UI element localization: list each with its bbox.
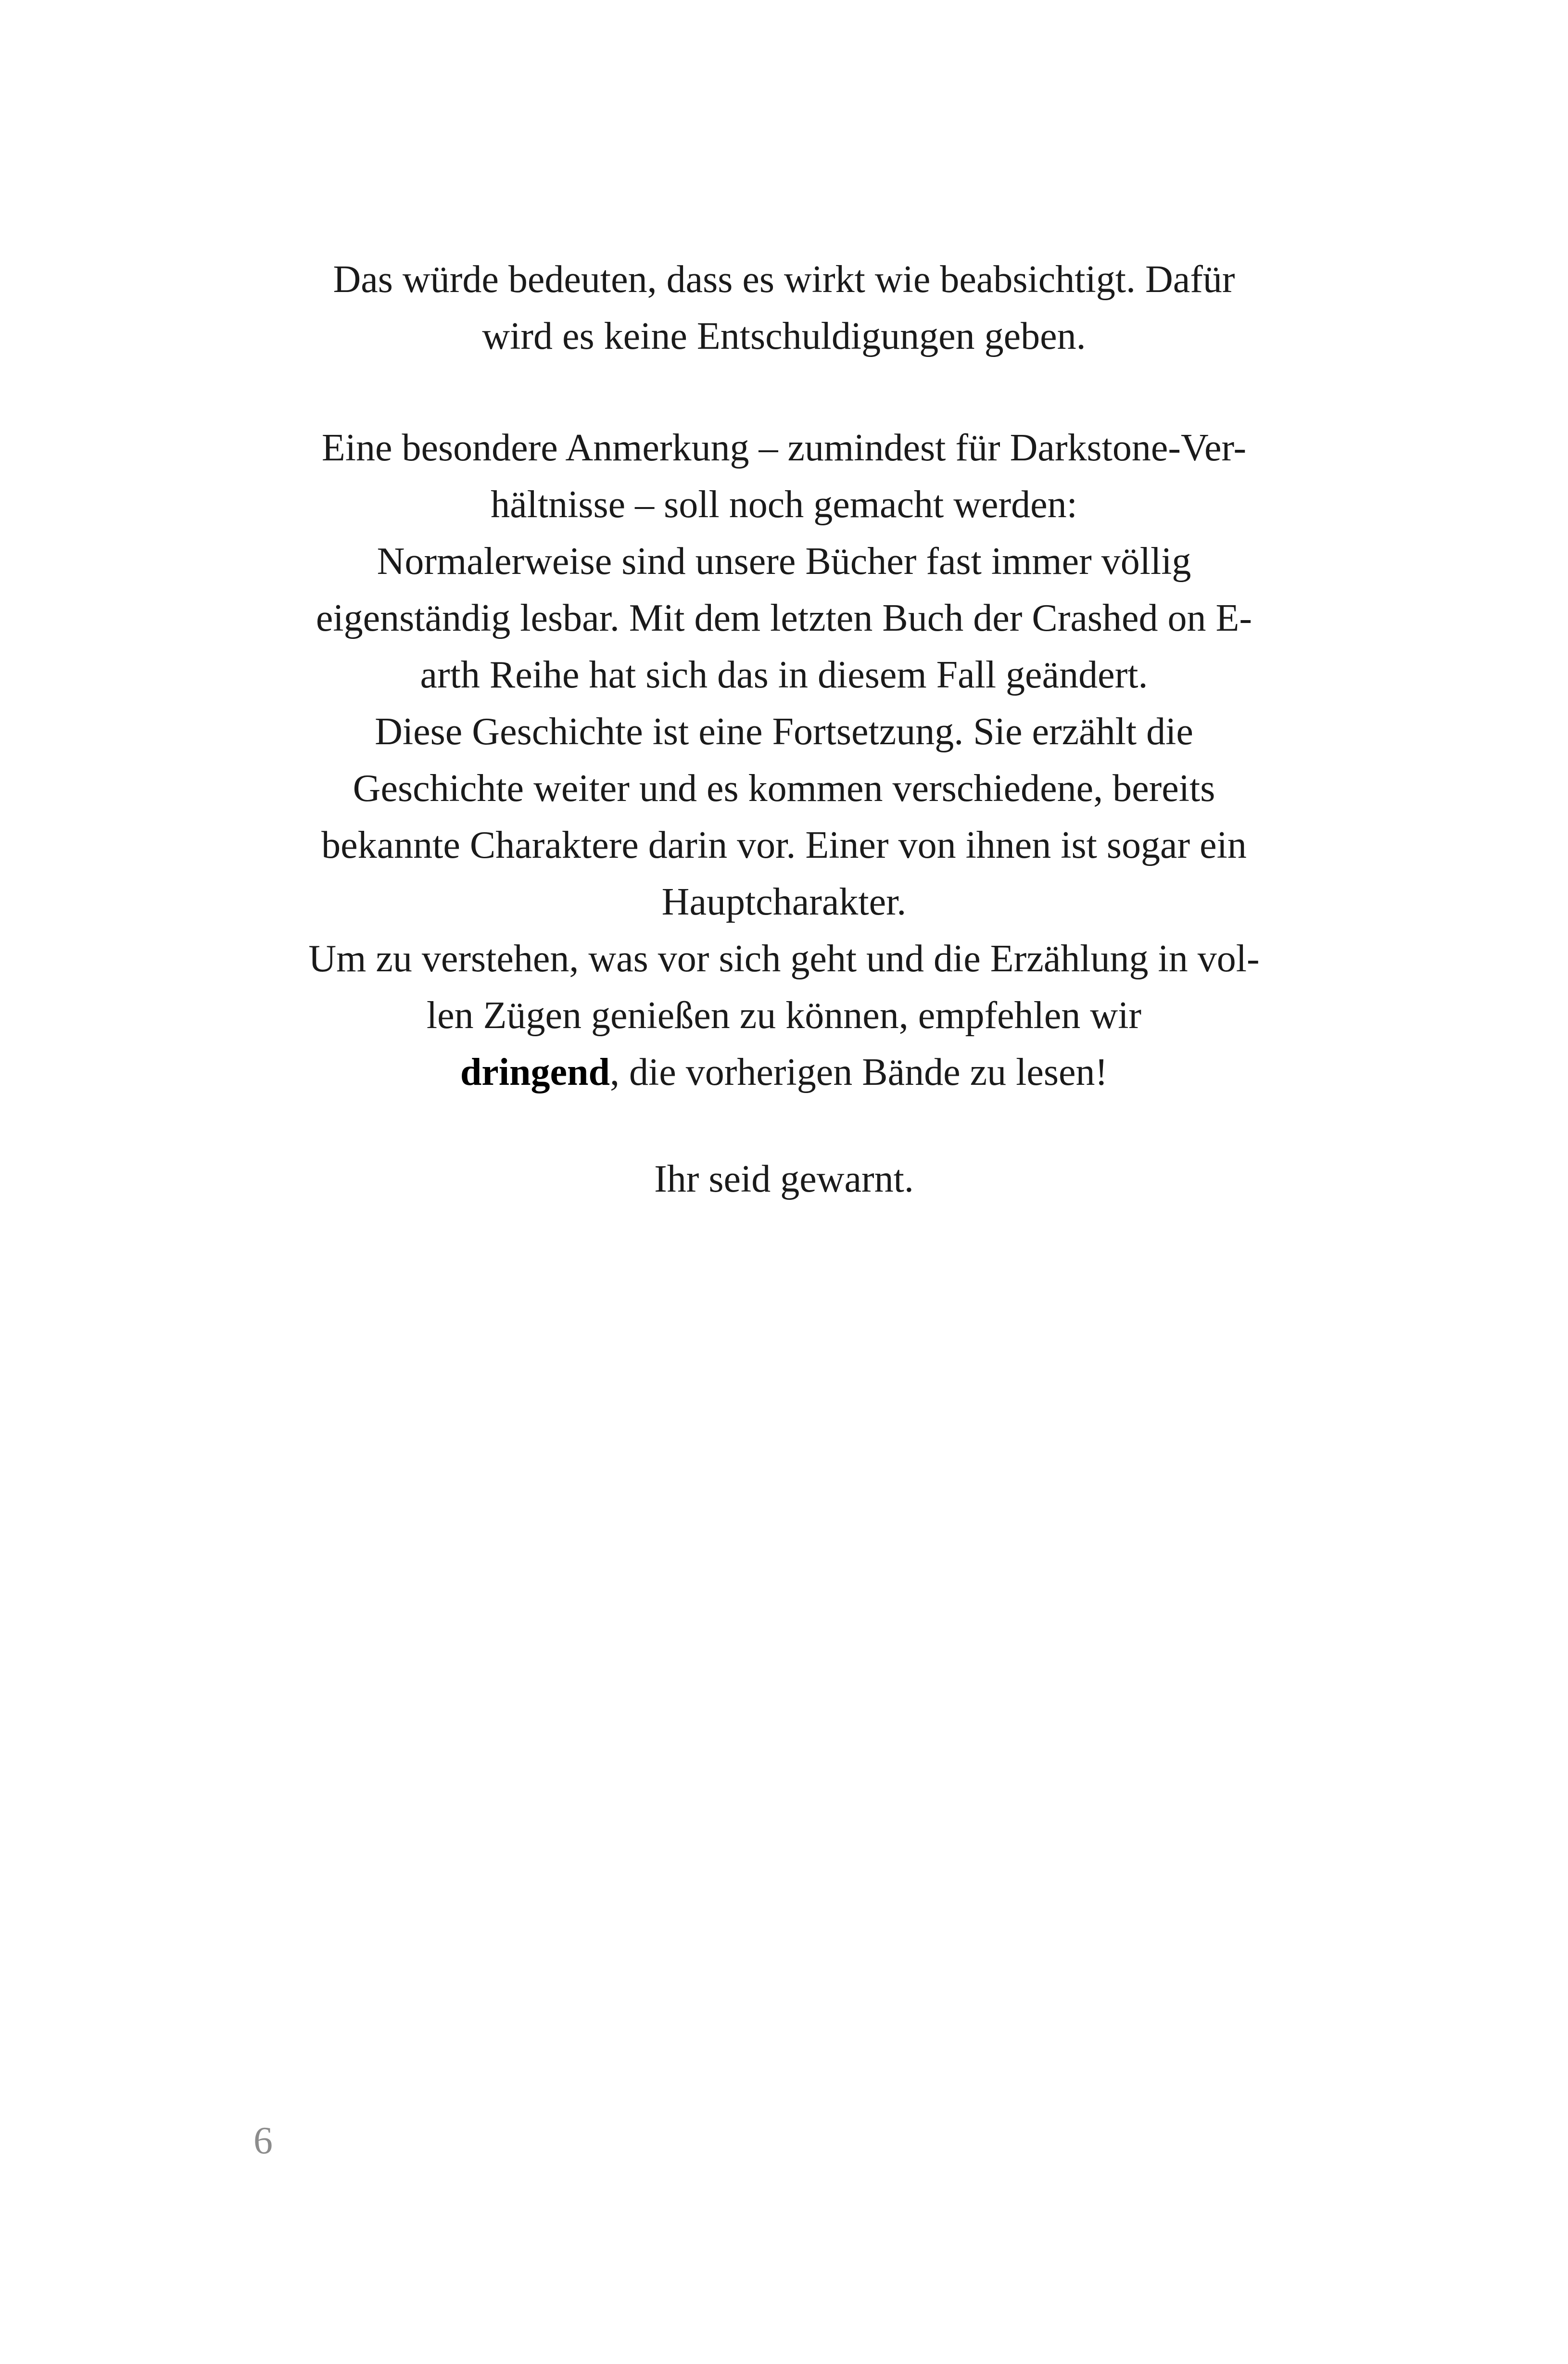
text-line: len Zügen genießen zu können, empfehlen wir (426, 994, 1142, 1037)
text-line: Eine besondere Anmerkung – zumindest für Darkstone-Ver- (321, 427, 1247, 469)
emphasis-word: dringend (460, 1051, 610, 1093)
text-line: Um zu verstehen, was vor sich geht und die Erzählung in vol- (308, 938, 1260, 980)
text-line: Geschichte weiter und es kommen verschiedene, bereits (353, 767, 1215, 810)
page-number: 6 (253, 2120, 273, 2162)
closing-line: Ihr seid gewarnt. (654, 1158, 914, 1200)
text-line: bekannte Charaktere darin vor. Einer von ihnen ist sogar ein (321, 824, 1247, 866)
text-line-rest: , die vorherigen Bände zu lesen! (610, 1051, 1108, 1093)
text-line: eigenständig lesbar. Mit dem letzten Buch der Crashed on E- (316, 597, 1252, 639)
paragraph-1 (250, 251, 1318, 365)
text-line: Normalerweise sind unsere Bücher fast immer völlig (377, 540, 1191, 583)
paragraph-2 (250, 419, 1318, 1101)
text-line: arth Reihe hat sich das in diesem Fall geändert. (420, 654, 1148, 696)
text-line: Das würde bedeuten, dass es wirkt wie beabsichtigt. Dafür (333, 258, 1235, 301)
text-line: wird es keine Entschuldigungen geben. (482, 315, 1086, 357)
paragraph-3 (250, 1151, 1318, 1207)
text-line-emphasis (250, 1044, 1318, 1101)
text-line: hältnisse – soll noch gemacht werden: (491, 483, 1077, 526)
text-line: Hauptcharakter. (661, 881, 907, 923)
text-line: Diese Geschichte ist eine Fortsetzung. Sie erzählt die (375, 711, 1193, 753)
